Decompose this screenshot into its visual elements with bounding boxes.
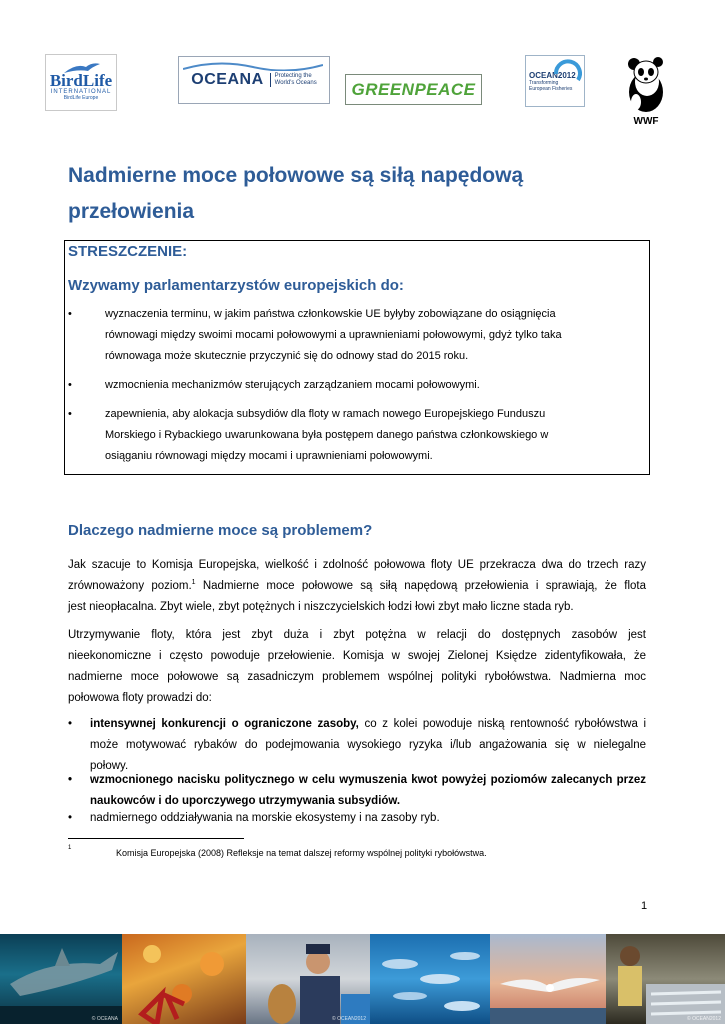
problem-bullet-1-line-3: połowy. <box>90 760 129 772</box>
swirl-icon <box>552 58 582 88</box>
photo-caption-3: © OCEAN2012 <box>687 1016 721 1022</box>
problem-bullet-3 <box>68 808 648 829</box>
problem-bullet-1-rest: co z kolei powoduje niską rentowność rybołówstwa i <box>358 718 647 730</box>
p2-line-2: nieekonomiczne i często powoduje przełowienie. Komisja w swojej Zielonej Księdze zidentyfikowała, że <box>68 650 646 662</box>
problem-bullet-1 <box>68 714 648 777</box>
ocean2012-tagline-2: European Fisheries <box>529 85 573 92</box>
page-number: 1 <box>641 900 648 912</box>
photo-market <box>606 934 725 1024</box>
p2-line-4: połowowa floty prowadzi do: <box>68 692 212 704</box>
summary-bullet-1-line-1: wyznaczenia terminu, w jakim państwa członkowskie UE byłyby zobowiązane do osiągnięcia <box>105 308 556 320</box>
section-heading: Dlaczego nadmierne moce są problemem? <box>68 522 373 539</box>
p1-line-2a: zrównoważony poziom. <box>68 580 192 592</box>
problem-bullet-2 <box>68 770 648 812</box>
problem-bullet-1-bold: intensywnej konkurencji o ograniczone zasoby, <box>90 718 359 730</box>
oceana-tagline-2: World's Oceans <box>274 80 317 86</box>
problem-bullet-2-line-2: naukowców i do uporczywego utrzymywania subsydiów. <box>90 795 401 807</box>
bullet-icon: • <box>68 812 73 824</box>
fisherman-icon <box>246 934 370 1024</box>
birdlife-logo <box>45 54 117 111</box>
footnote-ref[interactable]: 1 <box>191 579 196 587</box>
oceana-tagline-1: Protecting the <box>274 73 312 79</box>
wwf-logo <box>626 52 666 134</box>
oceana-logo <box>178 56 330 104</box>
bullet-icon: • <box>68 408 72 420</box>
ocean2012-tagline-1: Transforming <box>529 79 559 86</box>
market-icon <box>606 934 725 1024</box>
p2-line-1: Utrzymywanie floty, która jest zbyt duża i zbyt potężna w relacji do dostępnych zasobów jest <box>68 629 646 641</box>
summary-bullet-3-line-1: zapewnienia, aby alokacja subsydiów dla floty w ramach nowego Europejskiego Funduszu <box>105 408 546 420</box>
summary-heading: STRESZCZENIE: <box>68 243 188 260</box>
photo-caption-1: © OCEANA <box>91 1016 118 1022</box>
summary-bullet-1-line-2: równowagi między swoimi mocami połowowymi a uprawnieniami połowowymi, gdyż tylko taka <box>105 329 562 341</box>
summary-bullet-3-line-3: osiąganiu równowagi między mocami i uprawnieniami połowowymi. <box>105 450 433 462</box>
bullet-icon: • <box>68 308 72 320</box>
birdlife-region: BirdLife Europe <box>63 95 99 101</box>
bullet-icon: • <box>68 718 73 730</box>
photo-fisherman <box>246 934 370 1024</box>
oceana-name: OCEANA <box>191 71 264 88</box>
summary-bullet-1 <box>68 304 648 368</box>
wave-icon <box>183 61 323 71</box>
photo-albatross <box>490 934 606 1024</box>
p1-line-2 <box>68 576 646 597</box>
footnote-text: Komisja Europejska (2008) Refleksje na temat dalszej reformy wspólnej polityki rybołówstwa. <box>116 848 487 858</box>
paragraph-1 <box>68 555 646 618</box>
summary-bullet-1-line-3: równowaga może skutecznie przyczynić się do odnowy stad do 2015 roku. <box>105 350 469 362</box>
bird-icon <box>62 61 102 75</box>
footnote-separator <box>68 838 244 839</box>
birdlife-name: BirdLife <box>49 71 113 90</box>
bullet-icon: • <box>68 774 73 786</box>
oceana-tagline <box>270 73 317 87</box>
page-title <box>68 158 628 230</box>
shark-icon <box>0 934 122 1024</box>
wwf-name: WWF <box>633 116 659 127</box>
p1-line-3: jest nieopłacalna. Zbyt wiele, zbyt potężnych i niszczycielskich łodzi łowi zbyt mało liczne stada ryb. <box>68 601 574 613</box>
title-line-1: Nadmierne moce połowowe są siłą napędową <box>68 164 524 187</box>
paragraph-2 <box>68 625 646 709</box>
panda-icon <box>626 52 666 114</box>
problem-bullet-2-line-1: wzmocnionego nacisku politycznego w celu wymuszenia kwot powyżej poziomów zalecanych przez <box>90 774 646 786</box>
problem-bullet-3-line-1: nadmiernego oddziaływania na morskie ekosystemy i na zasoby ryb. <box>90 812 440 824</box>
p2-line-3: nadmierne moce połowowe są zasadniczym problemem wspólnej polityki rybołówstwa. Nadmierna moc <box>68 671 646 683</box>
photo-fish-school <box>370 934 490 1024</box>
summary-subheading: Wzywamy parlamentarzystów europejskich do: <box>68 277 404 294</box>
p1-line-2b: Nadmierne moce połowowe są siłą napędową przełowienia i sprawiają, że flota <box>195 580 646 592</box>
summary-bullet-2 <box>68 375 648 396</box>
summary-bullet-3-line-2: Morskiego i Rybackiego uwarunkowana była postępem danego państwa członkowskiego w <box>105 429 549 441</box>
photo-coral <box>122 934 246 1024</box>
albatross-icon <box>490 934 606 1024</box>
p1-line-1: Jak szacuje to Komisja Europejska, wielkość i zdolność połowowa floty UE przekracza dwa do trzech razy <box>68 559 646 571</box>
birdlife-sub: INTERNATIONAL <box>50 89 112 95</box>
starfish-icon <box>122 934 246 1024</box>
summary-bullet-3 <box>68 404 648 468</box>
photo-caption-2: © OCEAN2012 <box>332 1016 366 1022</box>
title-line-2: przełowienia <box>68 200 195 223</box>
problem-bullet-1-line-1 <box>90 714 646 735</box>
ocean2012-logo <box>525 55 585 107</box>
ocean2012-name: OCEAN2012 <box>529 70 576 80</box>
fish-school-icon <box>370 934 490 1024</box>
summary-bullet-2-line-1: wzmocnienia mechanizmów sterujących zarządzaniem mocami połowowymi. <box>105 379 480 391</box>
footnote-number: 1 <box>68 845 72 851</box>
photo-shark <box>0 934 122 1024</box>
greenpeace-logo <box>345 74 482 105</box>
bullet-icon: • <box>68 379 72 391</box>
problem-bullet-1-line-2: może motywować rybaków do podejmowania wysokiego ryzyka i/lub angażowania się w nielegalne <box>90 739 646 751</box>
greenpeace-name: GREENPEACE <box>351 79 476 99</box>
